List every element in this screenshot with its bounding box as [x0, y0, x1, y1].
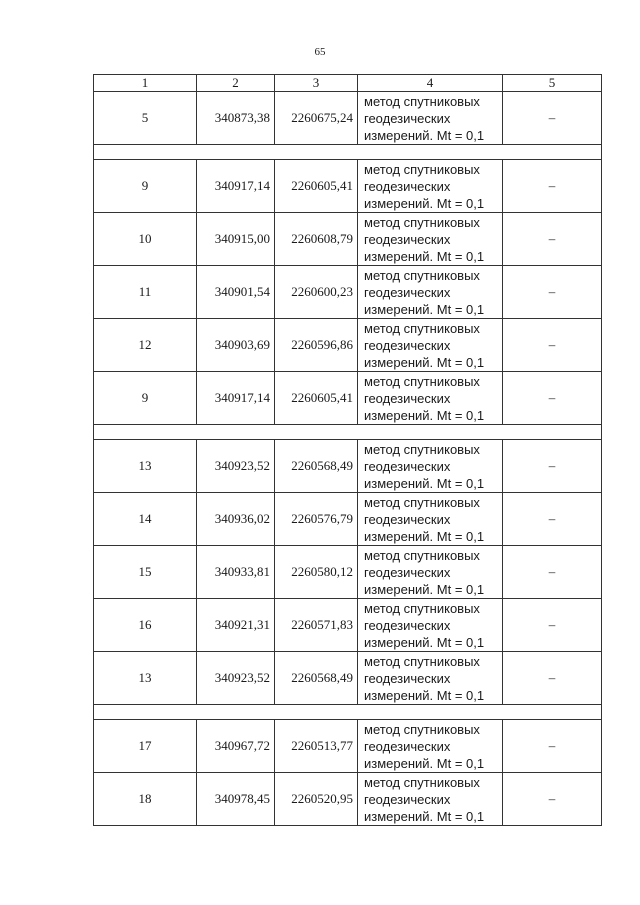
- method-text-line: геодезических: [364, 231, 451, 247]
- point-number-cell: 14: [94, 493, 197, 546]
- method-text-line: измерений. Mt = 0,1: [364, 195, 485, 211]
- method-text-line: метод спутниковых: [364, 653, 480, 669]
- y-coordinate-cell: 2260513,77: [275, 720, 358, 773]
- table-row: [94, 440, 602, 493]
- method-text-line: геодезических: [364, 617, 451, 633]
- accuracy-cell: –: [503, 213, 602, 266]
- separator-cell: [94, 425, 602, 440]
- x-coordinate-cell: 340978,45: [197, 773, 275, 826]
- point-number-cell: 13: [94, 440, 197, 493]
- header-col-1: 1: [94, 75, 197, 92]
- method-text-line: геодезических: [364, 670, 451, 686]
- point-number-cell: 11: [94, 266, 197, 319]
- method-cell: [358, 266, 503, 319]
- accuracy-cell: –: [503, 319, 602, 372]
- method-cell: [358, 319, 503, 372]
- method-text-line: геодезических: [364, 390, 451, 406]
- header-col-5: 5: [503, 75, 602, 92]
- method-text-line: геодезических: [364, 564, 451, 580]
- point-number-cell: 12: [94, 319, 197, 372]
- method-text-line: метод спутниковых: [364, 93, 480, 109]
- x-coordinate-cell: 340921,31: [197, 599, 275, 652]
- x-coordinate-cell: 340923,52: [197, 440, 275, 493]
- method-text-line: метод спутниковых: [364, 214, 480, 230]
- accuracy-cell: –: [503, 599, 602, 652]
- header-col-3: 3: [275, 75, 358, 92]
- table-row: [94, 546, 602, 599]
- header-col-4: 4: [358, 75, 503, 92]
- accuracy-cell: –: [503, 266, 602, 319]
- method-text-line: метод спутниковых: [364, 600, 480, 616]
- method-text-line: метод спутниковых: [364, 774, 480, 790]
- x-coordinate-cell: 340967,72: [197, 720, 275, 773]
- method-text-line: измерений. Mt = 0,1: [364, 755, 485, 771]
- accuracy-cell: –: [503, 546, 602, 599]
- method-text-line: метод спутниковых: [364, 441, 480, 457]
- x-coordinate-cell: 340901,54: [197, 266, 275, 319]
- separator-row: [94, 705, 602, 720]
- method-cell: [358, 213, 503, 266]
- method-cell: [358, 493, 503, 546]
- method-text-line: измерений. Mt = 0,1: [364, 301, 485, 317]
- method-text-line: геодезических: [364, 791, 451, 807]
- method-text-line: геодезических: [364, 511, 451, 527]
- point-number-cell: 5: [94, 92, 197, 145]
- y-coordinate-cell: 2260596,86: [275, 319, 358, 372]
- method-text-line: измерений. Mt = 0,1: [364, 248, 485, 264]
- accuracy-cell: –: [503, 160, 602, 213]
- method-text-line: геодезических: [364, 284, 451, 300]
- method-cell: [358, 92, 503, 145]
- method-text-line: метод спутниковых: [364, 267, 480, 283]
- point-number-cell: 15: [94, 546, 197, 599]
- method-text-line: геодезических: [364, 178, 451, 194]
- table-row: [94, 319, 602, 372]
- y-coordinate-cell: 2260571,83: [275, 599, 358, 652]
- point-number-cell: 18: [94, 773, 197, 826]
- method-text-line: метод спутниковых: [364, 373, 480, 389]
- coordinates-table: [93, 74, 602, 826]
- separator-row: [94, 145, 602, 160]
- method-text-line: метод спутниковых: [364, 161, 480, 177]
- separator-cell: [94, 145, 602, 160]
- header-col-2: 2: [197, 75, 275, 92]
- y-coordinate-cell: 2260568,49: [275, 440, 358, 493]
- method-text-line: геодезических: [364, 110, 451, 126]
- x-coordinate-cell: 340923,52: [197, 652, 275, 705]
- table-row: [94, 92, 602, 145]
- point-number-cell: 9: [94, 372, 197, 425]
- y-coordinate-cell: 2260605,41: [275, 160, 358, 213]
- x-coordinate-cell: 340917,14: [197, 372, 275, 425]
- point-number-cell: 17: [94, 720, 197, 773]
- table-row: [94, 652, 602, 705]
- point-number-cell: 13: [94, 652, 197, 705]
- table-row: [94, 773, 602, 826]
- method-text-line: измерений. Mt = 0,1: [364, 528, 485, 544]
- x-coordinate-cell: 340933,81: [197, 546, 275, 599]
- table-row: [94, 720, 602, 773]
- method-text-line: измерений. Mt = 0,1: [364, 581, 485, 597]
- accuracy-cell: –: [503, 92, 602, 145]
- method-cell: [358, 720, 503, 773]
- method-cell: [358, 440, 503, 493]
- method-text-line: метод спутниковых: [364, 320, 480, 336]
- x-coordinate-cell: 340915,00: [197, 213, 275, 266]
- x-coordinate-cell: 340936,02: [197, 493, 275, 546]
- y-coordinate-cell: 2260568,49: [275, 652, 358, 705]
- method-cell: [358, 160, 503, 213]
- y-coordinate-cell: 2260520,95: [275, 773, 358, 826]
- method-cell: [358, 546, 503, 599]
- table-row: [94, 266, 602, 319]
- table-row: [94, 372, 602, 425]
- method-text-line: измерений. Mt = 0,1: [364, 127, 485, 143]
- header-row: [94, 75, 602, 92]
- accuracy-cell: –: [503, 493, 602, 546]
- table-row: [94, 160, 602, 213]
- x-coordinate-cell: 340873,38: [197, 92, 275, 145]
- method-text-line: измерений. Mt = 0,1: [364, 687, 485, 703]
- table-row: [94, 493, 602, 546]
- accuracy-cell: –: [503, 652, 602, 705]
- method-text-line: геодезических: [364, 458, 451, 474]
- method-text-line: измерений. Mt = 0,1: [364, 808, 485, 824]
- accuracy-cell: –: [503, 773, 602, 826]
- coordinates-table-body: [94, 75, 602, 826]
- y-coordinate-cell: 2260600,23: [275, 266, 358, 319]
- point-number-cell: 10: [94, 213, 197, 266]
- method-text-line: измерений. Mt = 0,1: [364, 407, 485, 423]
- method-text-line: измерений. Mt = 0,1: [364, 634, 485, 650]
- y-coordinate-cell: 2260576,79: [275, 493, 358, 546]
- table-row: [94, 599, 602, 652]
- method-text-line: метод спутниковых: [364, 721, 480, 737]
- separator-row: [94, 425, 602, 440]
- accuracy-cell: –: [503, 372, 602, 425]
- table-row: [94, 213, 602, 266]
- y-coordinate-cell: 2260580,12: [275, 546, 358, 599]
- y-coordinate-cell: 2260675,24: [275, 92, 358, 145]
- y-coordinate-cell: 2260605,41: [275, 372, 358, 425]
- method-text-line: измерений. Mt = 0,1: [364, 354, 485, 370]
- method-cell: [358, 773, 503, 826]
- point-number-cell: 16: [94, 599, 197, 652]
- y-coordinate-cell: 2260608,79: [275, 213, 358, 266]
- accuracy-cell: –: [503, 440, 602, 493]
- x-coordinate-cell: 340917,14: [197, 160, 275, 213]
- method-text-line: метод спутниковых: [364, 494, 480, 510]
- method-cell: [358, 652, 503, 705]
- method-text-line: метод спутниковых: [364, 547, 480, 563]
- separator-cell: [94, 705, 602, 720]
- accuracy-cell: –: [503, 720, 602, 773]
- method-cell: [358, 372, 503, 425]
- point-number-cell: 9: [94, 160, 197, 213]
- x-coordinate-cell: 340903,69: [197, 319, 275, 372]
- page-number: 65: [314, 46, 326, 58]
- method-cell: [358, 599, 503, 652]
- method-text-line: измерений. Mt = 0,1: [364, 475, 485, 491]
- method-text-line: геодезических: [364, 738, 451, 754]
- method-text-line: геодезических: [364, 337, 451, 353]
